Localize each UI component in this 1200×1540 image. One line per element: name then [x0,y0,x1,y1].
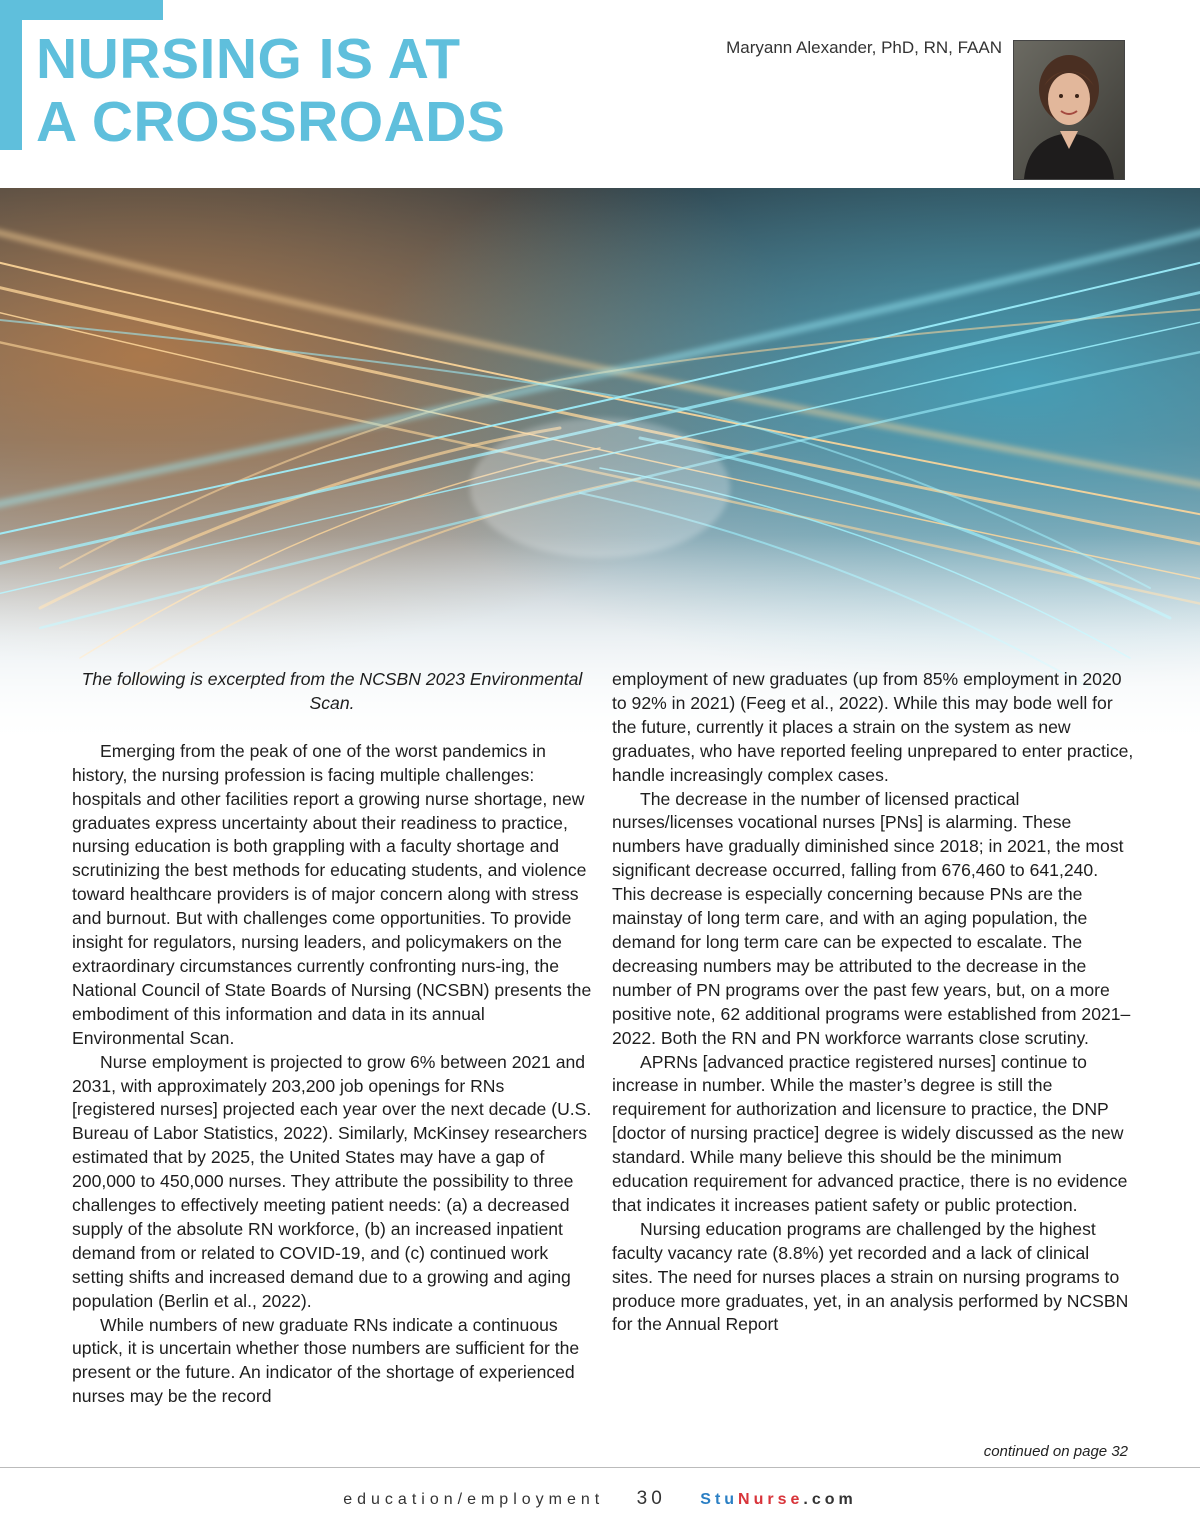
brand-stu: Stu [700,1491,739,1508]
excerpt-note: The following is excerpted from the NCSBN 2023 Environmental Scan. [81,669,583,713]
body-paragraph-continued: employment of new graduates (up from 85% employment in 2020 to 92% in 2021) (Feeg et al., 2022). While this may bode well for the future, currently it places a strain on the system as new graduates, who have reported feeling unprepared to enter practice, handle increasingly complex cases. [612,669,1134,785]
accent-bar-top [0,0,163,20]
article-title [36,28,505,154]
body-paragraph: Emerging from the peak of one of the worst pandemics in history, the nursing profession is facing multiple challenges: hospitals and other facilities report a growing nurse shortage, new graduates express uncertainty about their readiness to practice, nursing education is both grappling with a faculty shortage and scrutinizing the best methods for educating students, and violence toward healthcare providers is of major concern along with stress and burnout. But with challenges come opportunities. To provide insight for regulators, nursing leaders, and policymakers on the extraordinary circumstances currently confronting nurs-ing, the National Council of State Boards of Nursing (NCSBN) presents the embodiment of this information and data in its annual Environmental Scan. [72,740,592,1048]
hero-image-light-streaks [0,188,1200,748]
crossing-light-trails-illustration [0,188,1200,748]
footer-brand-link[interactable] [700,1491,856,1508]
article-column-right [612,668,1134,1337]
title-line-2: A CROSSROADS [36,90,506,154]
author-byline: Maryann Alexander, PhD, RN, FAAN [726,38,1002,57]
footer-section-label: education/employment [343,1491,605,1508]
footer-divider [0,1467,1200,1468]
body-paragraph: Nursing education programs are challenged by the highest faculty vacancy rate (8.8%) yet recorded and a lack of clinical sites. The need for nurses places a strain on nursing programs to produce more graduates, yet, in an analysis performed by NCSBN for the Annual Report [612,1218,1129,1335]
body-paragraph: Nurse employment is projected to grow 6% between 2021 and 2031, with approximately 203,200 job openings for RNs [registered nurses] projected each year over the next decade (U.S. Bureau of Labor Statistics, 2022). Similarly, McKinsey researchers estimated that by 2025, the United States may have a gap of 200,000 to 450,000 nurses. They attribute the possibility to three challenges to effectively meeting patient needs: (a) a decreased supply of the absolute RN workforce, (b) an increased inpatient demand from or related to COVID-19, and (c) continued work setting shifts and increased demand due to a growing and aging population (Berlin et al., 2022). [72,1051,592,1311]
brand-nurse: Nurse [738,1491,804,1508]
body-paragraph: The decrease in the number of licensed practical nurses/licenses vocational nurses [PNs] is alarming. These numbers have gradually diminished since 2018; in 2021, the most significant decrease occurred, falling from 676,460 to 641,240. This decrease is especially concerning because PNs are the mainstay of long term care, and with an aging population, the demand for long term care can be expected to escalate. The decreasing numbers may be attributed to the decrease in the number of PN programs over the past few years, but, on a more positive note, 62 additional programs were established from 2021–2022. Both the RN and PN workforce warrants close scrutiny. [612,788,1131,1048]
continued-note: continued on page 32 [983,1443,1128,1460]
author-portrait-image [1014,41,1124,179]
title-line-1: NURSING IS AT [36,27,461,91]
brand-com: .com [803,1491,857,1508]
author-photo [1013,40,1125,180]
body-paragraph: APRNs [advanced practice registered nurses] continue to increase in number. While the master’s degree is still the requirement for authorization and licensure to practice, the DNP [doctor of nursing practice] degree is widely discussed as the new standard. While many believe this should be the minimum education requirement for advanced practice, there is no evidence that indicates it increases patient safety or public protection. [612,1051,1128,1215]
page-footer [0,1488,1200,1510]
page-number: 30 [636,1488,666,1509]
body-paragraph: While numbers of new graduate RNs indicate a continuous uptick, it is uncertain whether those numbers are sufficient for the present or the future. An indicator of the shortage of experienced nurses may be the record [72,1314,580,1407]
accent-bar-left [0,0,22,150]
article-column-left [72,668,592,1409]
